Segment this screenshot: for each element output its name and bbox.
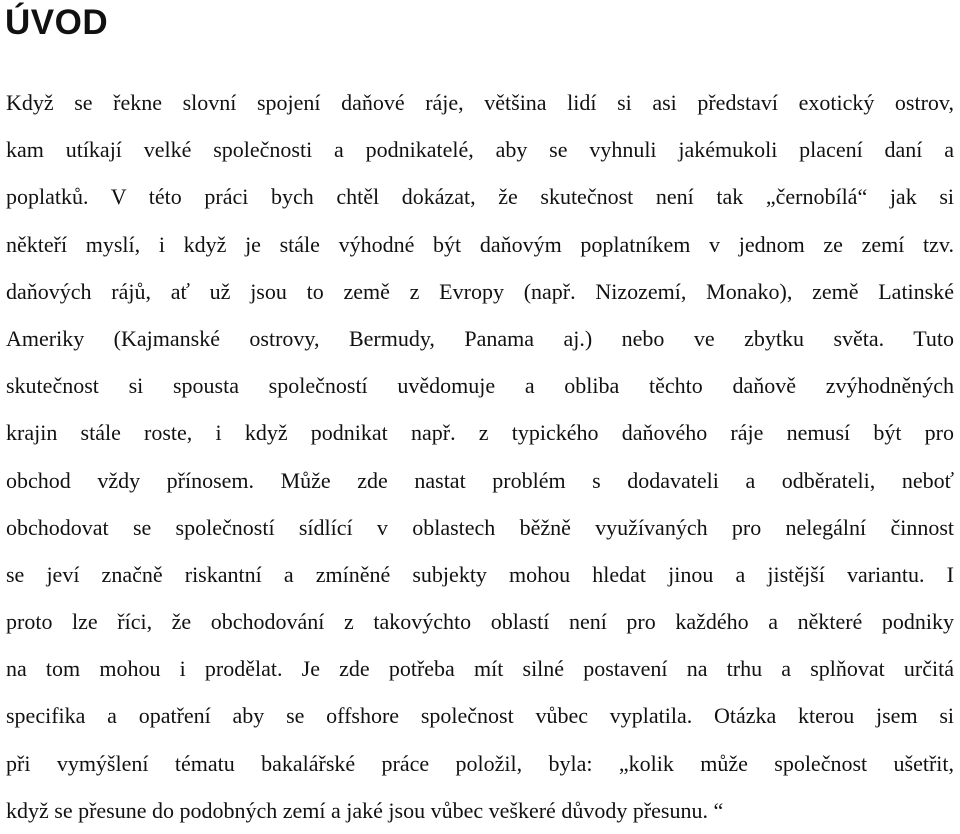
paragraph-line: krajin stále roste, i když podnikat např. z typického daňového ráje nemusí být pro [6, 420, 954, 446]
paragraph-line: na tom mohou i prodělat. Je zde potřeba mít silné postavení na trhu a splňovat určitá [6, 656, 954, 682]
paragraph-line: Ameriky (Kajmanské ostrovy, Bermudy, Panama aj.) nebo ve zbytku světa. Tuto [6, 325, 954, 351]
paragraph-line: obchodovat se společností sídlící v oblastech běžně využívaných pro nelegální činnost [6, 514, 954, 540]
paragraph-line: kam utíkají velké společnosti a podnikatelé, aby se vyhnuli jakémukoli placení daní a [6, 137, 954, 163]
paragraph-line: proto lze říci, že obchodování z takovýchto oblastí není pro každého a některé podniky [6, 609, 954, 635]
paragraph-line: obchod vždy přínosem. Může zde nastat problém s dodavateli a odběrateli, neboť [6, 467, 954, 493]
paragraph-line: při vymýšlení tématu bakalářské práce položil, byla: „kolik může společnost ušetřit, [6, 750, 954, 776]
paragraph-line: když se přesune do podobných zemí a jaké jsou vůbec veškeré důvody přesunu. “ [6, 797, 724, 823]
paragraph-line: skutečnost si spousta společností uvědomuje a obliba těchto daňově zvýhodněných [6, 373, 954, 399]
paragraph-line: specifika a opatření aby se offshore společnost vůbec vyplatila. Otázka kterou jsem si [6, 703, 954, 729]
intro-paragraph [6, 79, 954, 834]
paragraph-line: se jeví značně riskantní a zmíněné subjekty mohou hledat jinou a jistější variantu. I [6, 561, 954, 587]
paragraph-line: poplatků. V této práci bych chtěl dokázat, že skutečnost není tak „černobílá“ jak si [6, 184, 954, 210]
paragraph-line: Když se řekne slovní spojení daňové ráje, většina lidí si asi představí exotický ostrov, [6, 90, 954, 115]
paragraph-line: někteří myslí, i když je stále výhodné být daňovým poplatníkem v jednom ze zemí tzv. [6, 231, 954, 257]
section-heading: ÚVOD [5, 3, 109, 42]
paragraph-line: daňových rájů, ať už jsou to země z Evropy (např. Nizozemí, Monako), země Latinské [6, 278, 954, 304]
